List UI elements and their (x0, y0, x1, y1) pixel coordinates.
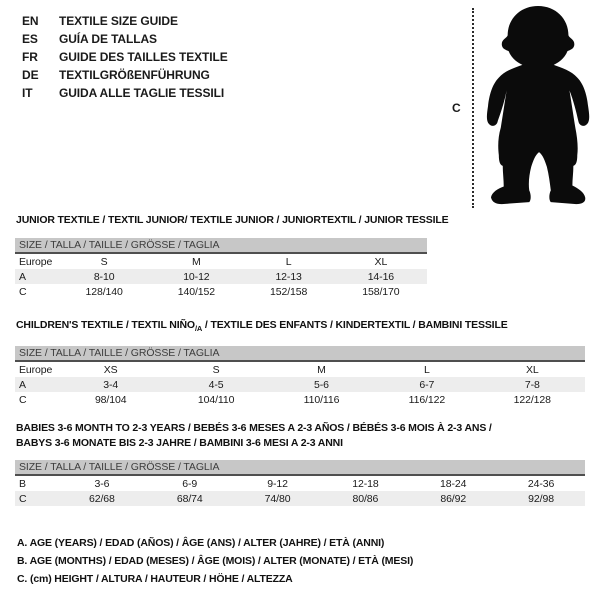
junior-section-heading: JUNIOR TEXTILE / TEXTIL JUNIOR/ TEXTILE JUNIOR / JUNIORTEXTIL / JUNIOR TESSILE (16, 214, 449, 226)
table-row-age-months (15, 476, 585, 491)
table-cell: 6-7 (419, 378, 435, 391)
table-cell: 6-9 (182, 477, 198, 490)
table-row-age (15, 377, 585, 392)
table-cell: S (212, 363, 220, 376)
table-cell: M (192, 255, 201, 268)
size-header-bar: SIZE / TALLA / TAILLE / GRÖSSE / TAGLIA (15, 346, 585, 362)
children-heading-subscript: /A (194, 324, 203, 334)
table-cell: 110/116 (303, 393, 340, 406)
table-cell: 12-13 (275, 270, 302, 283)
table-cell: 140/152 (177, 285, 215, 298)
language-title: GUIDE DES TAILLES TEXTILE (59, 50, 228, 64)
table-cell: 86/92 (440, 492, 467, 505)
row-label: Europe (19, 363, 53, 376)
size-header-bar: SIZE / TALLA / TAILLE / GRÖSSE / TAGLIA (15, 460, 585, 476)
babies-heading-line2: BABYS 3-6 MONATE BIS 2-3 JAHRE / BAMBINI 3-6 MESI A 2-3 ANNI (16, 437, 343, 449)
table-cell: 104/110 (197, 393, 235, 406)
row-label: C (19, 285, 27, 298)
table-cell: 7-8 (524, 378, 540, 391)
language-row (22, 84, 228, 102)
junior-table-grid (15, 254, 427, 299)
children-section-heading (16, 319, 508, 333)
table-cell: 68/74 (176, 492, 203, 505)
table-cell: 3-6 (94, 477, 110, 490)
table-cell: 14-16 (367, 270, 395, 283)
children-heading-text: CHILDREN'S TEXTILE / TEXTIL NIÑO (16, 319, 195, 331)
table-cell: 122/128 (513, 393, 551, 406)
language-code: ES (22, 32, 38, 46)
note-age-years: A. AGE (YEARS) / EDAD (AÑOS) / ÂGE (ANS) / ALTER (JAHRE) / ETÀ (ANNI) (17, 537, 385, 549)
table-row-europe (15, 362, 585, 377)
table-cell: 80/86 (352, 492, 379, 505)
toddler-silhouette-icon (486, 6, 596, 210)
language-title: TEXTILGRÖßENFÜHRUNG (59, 68, 210, 82)
babies-section-heading (16, 421, 492, 451)
children-heading-text: / TEXTILE DES ENFANTS / KINDERTEXTIL / BAMBINI TESSILE (202, 319, 508, 331)
size-header-bar: SIZE / TALLA / TAILLE / GRÖSSE / TAGLIA (15, 238, 427, 254)
table-row-europe (15, 254, 427, 269)
table-cell: L (285, 255, 292, 268)
row-label: Europe (19, 255, 53, 268)
height-measure-dotted-line (472, 8, 474, 208)
table-cell: 128/140 (85, 285, 123, 298)
table-cell: XL (374, 255, 388, 268)
table-cell: S (100, 255, 108, 268)
language-title-list (22, 12, 228, 102)
table-cell: 12-18 (352, 477, 379, 490)
table-row-age (15, 269, 427, 284)
table-cell: 152/158 (269, 285, 308, 298)
table-cell: 116/122 (408, 393, 446, 406)
junior-size-table (15, 238, 427, 299)
table-cell: 24-36 (527, 477, 555, 490)
language-row (22, 66, 228, 84)
table-row-height (15, 392, 585, 407)
table-row-height (15, 284, 427, 299)
table-cell: 4-5 (208, 378, 224, 391)
language-title: GUÍA DE TALLAS (59, 32, 157, 46)
table-cell: XL (525, 363, 539, 376)
table-cell: L (423, 363, 430, 376)
language-code: DE (22, 68, 39, 82)
language-code: EN (22, 14, 39, 28)
babies-size-table (15, 460, 585, 506)
row-label: C (19, 393, 27, 406)
language-row (22, 48, 228, 66)
table-cell: M (317, 363, 326, 376)
babies-heading-line1: BABIES 3-6 MONTH TO 2-3 YEARS / BEBÉS 3-6 MESES A 2-3 AÑOS / BÉBÉS 3-6 MOIS À 2-3 ANS / (16, 422, 492, 434)
table-cell: 158/170 (362, 285, 400, 298)
language-row (22, 30, 228, 48)
language-code: IT (22, 86, 33, 100)
table-cell: 92/98 (528, 492, 554, 505)
table-row-height (15, 491, 585, 506)
table-cell: 3-4 (103, 378, 119, 391)
language-code: FR (22, 50, 38, 64)
row-label: B (19, 477, 26, 490)
table-cell: XS (103, 363, 118, 376)
children-table-grid (15, 362, 585, 407)
height-measure-label: C (452, 101, 461, 115)
table-cell: 8-10 (93, 270, 115, 283)
table-cell: 9-12 (267, 477, 288, 490)
table-cell: 10-12 (183, 270, 210, 283)
note-age-months: B. AGE (MONTHS) / EDAD (MESES) / ÂGE (MOIS) / ALTER (MONATE) / ETÀ (MESI) (17, 555, 414, 567)
babies-table-grid (15, 476, 585, 506)
row-label: C (19, 492, 27, 505)
row-label: A (19, 378, 26, 391)
language-title: GUIDA ALLE TAGLIE TESSILI (59, 86, 225, 100)
note-height: C. (cm) HEIGHT / ALTURA / HAUTEUR / HÖHE / ALTEZZA (17, 573, 293, 585)
table-cell: 18-24 (440, 477, 467, 490)
language-title: TEXTILE SIZE GUIDE (59, 14, 178, 28)
language-row (22, 12, 228, 30)
table-cell: 74/80 (264, 492, 291, 505)
legend-notes (17, 534, 413, 588)
row-label: A (19, 270, 26, 283)
table-cell: 98/104 (94, 393, 127, 406)
table-cell: 62/68 (89, 492, 115, 505)
children-size-table (15, 346, 585, 407)
table-cell: 5-6 (314, 378, 329, 391)
